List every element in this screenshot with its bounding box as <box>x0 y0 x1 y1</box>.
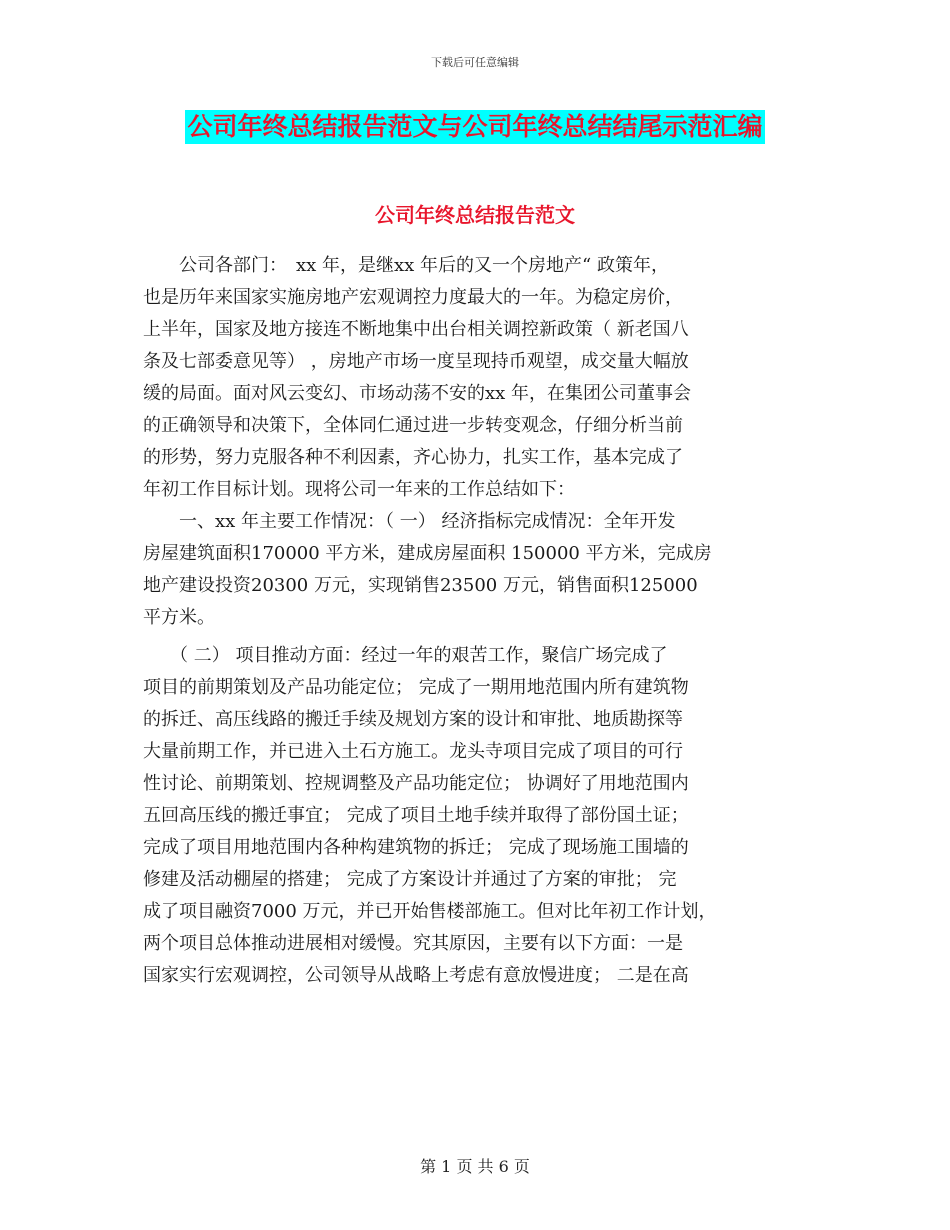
body-line: 条及七部委意见等） ，房地产市场一度呈现持币观望，成交量大幅放 <box>143 351 689 372</box>
body-line: 一、xx 年主要工作情况：（ 一） 经济指标完成情况：全年开发 <box>143 511 676 532</box>
body-line: 成了项目融资7000 万元，并已开始售楼部施工。但对比年初工作计划， <box>143 901 717 922</box>
body-line: 公司各部门： xx 年，是继xx 年后的又一个房地产“ 政策年， <box>143 255 669 276</box>
page-footer: 第 1 页 共 6 页 <box>420 1157 530 1176</box>
body-text <box>143 250 833 992</box>
body-line: 完成了项目用地范围内各种构建筑物的拆迁； 完成了现场施工围墙的 <box>143 837 689 858</box>
body-line: 五回高压线的搬迁事宜； 完成了项目土地手续并取得了部份国土证； <box>143 805 689 826</box>
body-line: 两个项目总体推动进展相对缓慢。究其原因，主要有以下方面：一是 <box>143 933 683 954</box>
body-line: 平方米。 <box>143 607 215 628</box>
body-line: （ 二） 项目推动方面：经过一年的艰苦工作，聚信广场完成了 <box>143 645 668 666</box>
header-note: 下载后可任意编辑 <box>431 56 519 69</box>
body-line: 大量前期工作，并已进入土石方施工。龙头寺项目完成了项目的可行 <box>143 741 683 762</box>
body-line: 房屋建筑面积170000 平方米，建成房屋面积 150000 平方米，完成房 <box>143 543 712 564</box>
section-title: 公司年终总结报告范文 <box>375 203 575 227</box>
main-title: 公司年终总结报告范文与公司年终总结结尾示范汇编 <box>185 110 764 144</box>
body-line: 年初工作目标计划。现将公司一年来的工作总结如下： <box>143 479 575 500</box>
body-line: 地产建设投资20300 万元，实现销售23500 万元，销售面积125000 <box>143 575 698 596</box>
body-line: 上半年，国家及地方接连不断地集中出台相关调控新政策（ 新老国八 <box>143 319 689 340</box>
body-line: 也是历年来国家实施房地产宏观调控力度最大的一年。为稳定房价， <box>143 287 683 308</box>
body-line: 性讨论、前期策划、控规调整及产品功能定位； 协调好了用地范围内 <box>143 773 689 794</box>
body-line: 的拆迁、高压线路的搬迁手续及规划方案的设计和审批、地质勘探等 <box>143 709 683 730</box>
body-line: 修建及活动棚屋的搭建； 完成了方案设计并通过了方案的审批； 完 <box>143 869 677 890</box>
body-line: 缓的局面。面对风云变幻、市场动荡不安的xx 年，在集团公司董事会 <box>143 383 692 404</box>
body-line: 的形势，努力克服各种不利因素，齐心协力，扎实工作，基本完成了 <box>143 447 683 468</box>
body-line: 的正确领导和决策下，全体同仁通过进一步转变观念，仔细分析当前 <box>143 415 683 436</box>
main-title-container <box>0 110 950 144</box>
body-line: 国家实行宏观调控，公司领导从战略上考虑有意放慢进度； 二是在高 <box>143 965 689 986</box>
body-line: 项目的前期策划及产品功能定位； 完成了一期用地范围内所有建筑物 <box>143 677 689 698</box>
